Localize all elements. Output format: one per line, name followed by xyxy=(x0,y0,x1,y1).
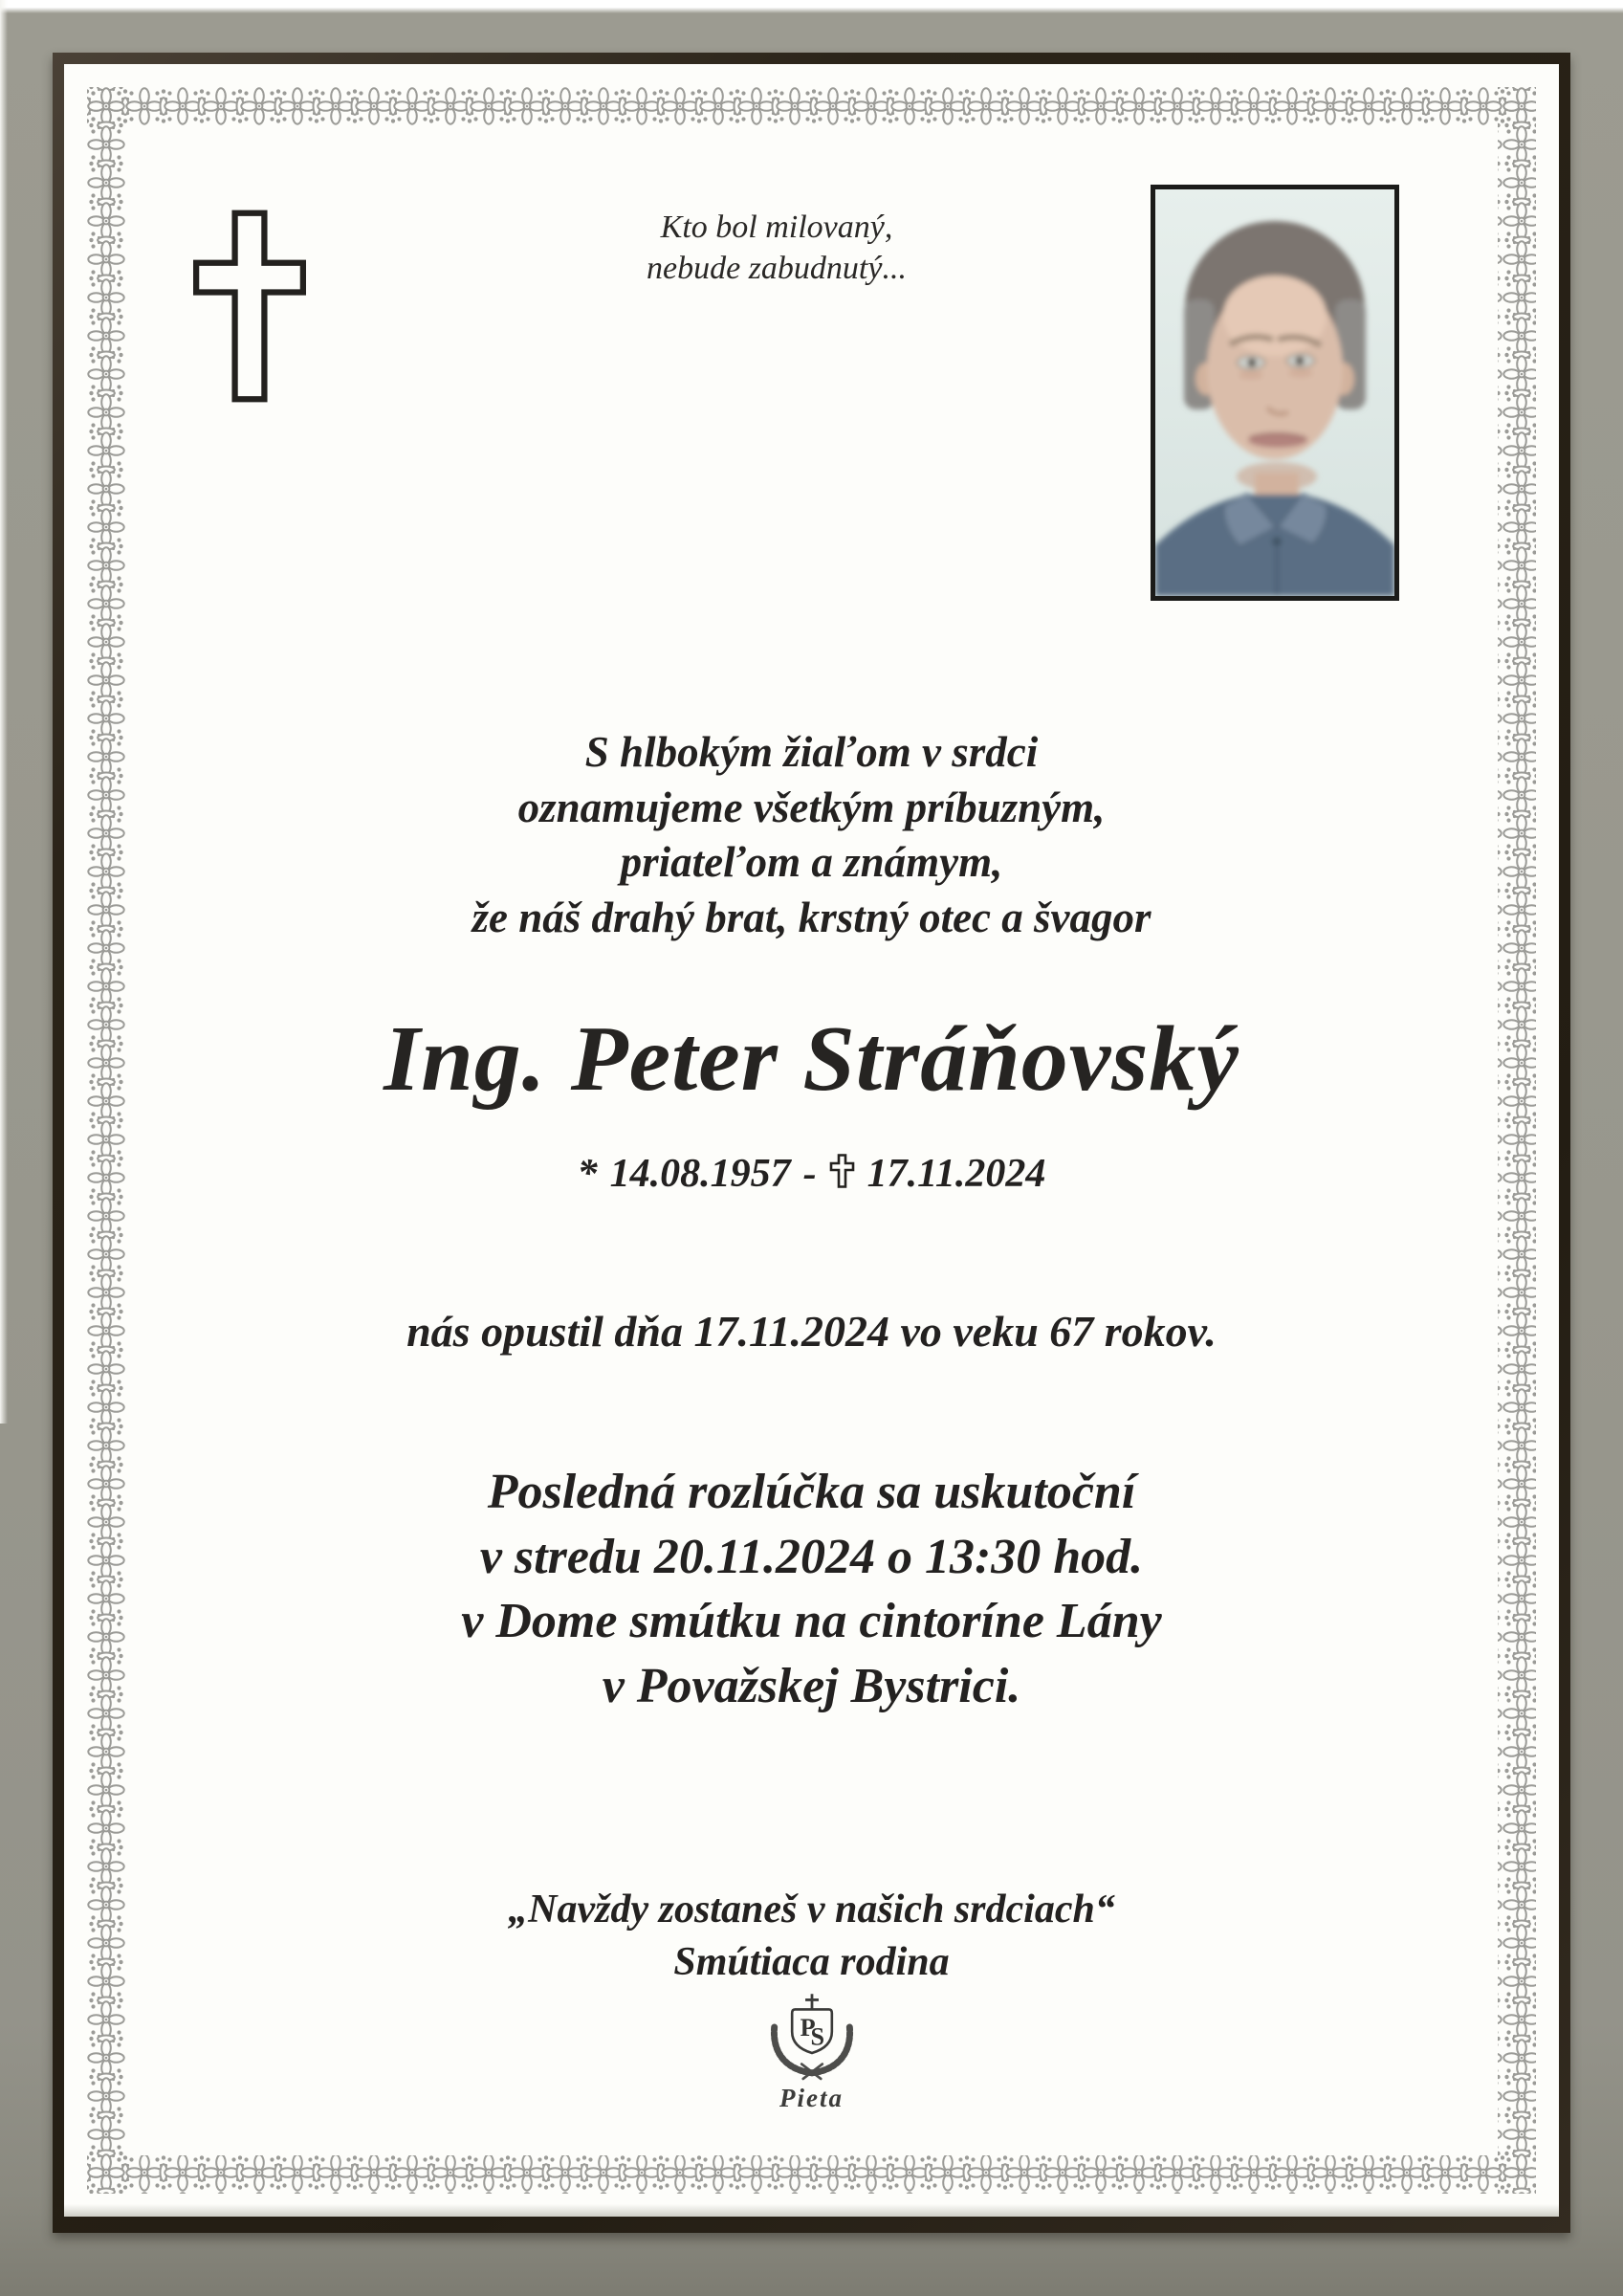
memorial-quote-line1: Kto bol milovaný, xyxy=(660,210,893,245)
funeral-line: v Považskej Bystrici. xyxy=(602,1658,1021,1713)
death-cross-icon xyxy=(829,1154,855,1188)
announcement-line: priateľom a známym, xyxy=(620,838,1003,887)
scan-edge-top xyxy=(0,0,1623,13)
passing-statement: nás opustil dňa 17.11.2024 vo veku 67 rokov. xyxy=(406,1307,1217,1356)
funeral-line: v Dome smútku na cintoríne Lány xyxy=(461,1594,1162,1649)
card-dark-frame xyxy=(53,53,1570,2233)
logo-initial-s: S xyxy=(809,2022,824,2051)
funeral-details xyxy=(64,1460,1559,1718)
pieta-logo xyxy=(64,1989,1559,2113)
portrait-illustration xyxy=(1155,189,1394,596)
deceased-name: Ing. Peter Stráňovský xyxy=(384,1007,1239,1111)
card-sheet xyxy=(64,64,1559,2217)
laurel-wreath-shield-icon xyxy=(760,1989,864,2085)
announcement-line: S hlbokým žiaľom v srdci xyxy=(584,728,1039,776)
dates-separator: - xyxy=(802,1152,817,1196)
death-date: 17.11.2024 xyxy=(866,1152,1046,1196)
mourning-family: Smútiaca rodina xyxy=(673,1940,950,1985)
portrait-photo xyxy=(1151,185,1399,601)
logo-caption: Pieta xyxy=(779,2084,844,2112)
funeral-line: Posledná rozlúčka sa uskutoční xyxy=(487,1465,1136,1519)
funeral-line: v stredu 20.11.2024 o 13:30 hod. xyxy=(479,1529,1144,1584)
announcement-line: že náš drahý brat, krstný otec a švagor xyxy=(472,893,1151,941)
farewell-quote: „Navždy zostaneš v našich srdciach“ xyxy=(508,1888,1115,1932)
sheet-bottom-shadow xyxy=(64,2204,1559,2217)
life-dates xyxy=(64,1151,1559,1197)
scan-edge-left xyxy=(0,0,8,1424)
announcement-line: oznamujeme všetkým príbuzným, xyxy=(517,783,1106,831)
closing-block xyxy=(64,1884,1559,1989)
card-content xyxy=(64,64,1559,2217)
birth-date: 14.08.1957 xyxy=(609,1152,791,1196)
announcement-text xyxy=(64,725,1559,945)
memorial-quote-line2: nebude zabudnutý... xyxy=(647,250,907,286)
birth-symbol: * xyxy=(577,1152,598,1196)
logo-initial-p: P xyxy=(800,2014,816,2042)
